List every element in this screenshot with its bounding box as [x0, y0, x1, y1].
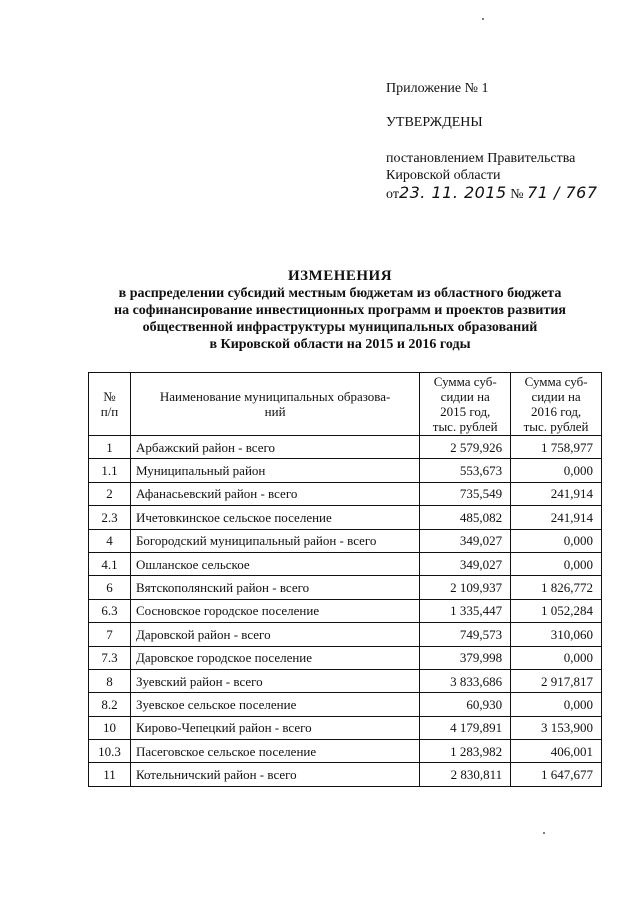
title-line-4: в Кировской области на 2015 и 2016 годы: [209, 337, 471, 352]
cell-number: 4.1: [89, 552, 131, 575]
subsidy-table: [88, 372, 602, 787]
decree-date-line: [386, 184, 598, 203]
cell-name: Афанасьевский район - всего: [130, 482, 419, 505]
cell-2016: 2 917,817: [511, 669, 602, 692]
cell-name: Котельничский район - всего: [130, 763, 419, 786]
table-row: [89, 763, 602, 786]
title-heading: ИЗМЕНЕНИЯ: [287, 268, 393, 284]
cell-name: Кирово-Чепецкий район - всего: [130, 716, 419, 739]
cell-name: Сосновское городское поселение: [130, 599, 419, 622]
cell-name: Зуевский район - всего: [130, 669, 419, 692]
cell-2015: 4 179,891: [420, 716, 511, 739]
title-line-1: в распределении субсидий местным бюджетам из областного бюджета: [118, 286, 562, 301]
table-row: [89, 646, 602, 669]
cell-2015: 3 833,686: [420, 669, 511, 692]
cell-number: 8: [89, 669, 131, 692]
cell-2015: 2 830,811: [420, 763, 511, 786]
document-title: [80, 268, 600, 353]
cell-2015: 379,998: [420, 646, 511, 669]
cell-2015: 485,082: [420, 506, 511, 529]
handwritten-number: 71 / 767: [527, 183, 598, 202]
cell-2015: 2 109,937: [420, 576, 511, 599]
cell-number: 2: [89, 482, 131, 505]
cell-number: 11: [89, 763, 131, 786]
cell-number: 2.3: [89, 506, 131, 529]
cell-2016: 0,000: [511, 552, 602, 575]
col-header-name: Наименование муниципальных образова- ний: [130, 373, 419, 436]
handwritten-date: 23. 11. 2015: [398, 183, 507, 202]
table-row: [89, 693, 602, 716]
cell-number: 10.3: [89, 740, 131, 763]
cell-number: 6: [89, 576, 131, 599]
number-prefix: №: [510, 187, 524, 202]
table-row: [89, 716, 602, 739]
decree-line-1: постановлением Правительства: [386, 151, 576, 166]
cell-2015: 749,573: [420, 623, 511, 646]
cell-number: 4: [89, 529, 131, 552]
cell-2015: 349,027: [420, 552, 511, 575]
cell-2015: 1 283,982: [420, 740, 511, 763]
cell-number: 6.3: [89, 599, 131, 622]
cell-number: 1: [89, 436, 131, 459]
cell-2015: 1 335,447: [420, 599, 511, 622]
table-row: [89, 436, 602, 459]
date-prefix: от: [386, 187, 399, 202]
title-line-2: на софинансирование инвестиционных программ и проектов развития: [114, 303, 566, 318]
approved-label: УТВЕРЖДЕНЫ: [386, 115, 483, 130]
decree-block: [386, 150, 575, 184]
cell-name: Вятскополянский район - всего: [130, 576, 419, 599]
cell-2015: 349,027: [420, 529, 511, 552]
cell-2016: 241,914: [511, 482, 602, 505]
table-row: [89, 669, 602, 692]
cell-2016: 0,000: [511, 646, 602, 669]
cell-number: 7.3: [89, 646, 131, 669]
col-header-number: № п/п: [89, 373, 131, 436]
cell-name: Муниципальный район: [130, 459, 419, 482]
table-row: [89, 740, 602, 763]
table-header-row: [89, 373, 602, 436]
cell-name: Даровской район - всего: [130, 623, 419, 646]
cell-2016: 310,060: [511, 623, 602, 646]
cell-2016: 406,001: [511, 740, 602, 763]
decree-line-2: Кировской области: [386, 168, 501, 183]
table-row: [89, 482, 602, 505]
title-line-3: общественной инфраструктуры муниципальных образований: [142, 320, 538, 335]
table-row: [89, 623, 602, 646]
cell-2016: 1 758,977: [511, 436, 602, 459]
cell-name: Ошланское сельское: [130, 552, 419, 575]
cell-number: 1.1: [89, 459, 131, 482]
cell-number: 8.2: [89, 693, 131, 716]
cell-name: Пасеговское сельское поселение: [130, 740, 419, 763]
cell-name: Зуевское сельское поселение: [130, 693, 419, 716]
cell-2015: 735,549: [420, 482, 511, 505]
cell-2016: 0,000: [511, 459, 602, 482]
cell-number: 7: [89, 623, 131, 646]
appendix-label: Приложение № 1: [386, 81, 489, 96]
cell-number: 10: [89, 716, 131, 739]
cell-2015: 60,930: [420, 693, 511, 716]
cell-name: Даровское городское поселение: [130, 646, 419, 669]
table-row: [89, 599, 602, 622]
cell-2015: 553,673: [420, 459, 511, 482]
speck-mark: [482, 18, 484, 20]
cell-2016: 0,000: [511, 693, 602, 716]
table-row: [89, 529, 602, 552]
table-row: [89, 459, 602, 482]
cell-2016: 1 052,284: [511, 599, 602, 622]
table-row: [89, 552, 602, 575]
cell-name: Богородский муниципальный район - всего: [130, 529, 419, 552]
table-row: [89, 506, 602, 529]
cell-2016: 241,914: [511, 506, 602, 529]
cell-name: Арбажский район - всего: [130, 436, 419, 459]
col-header-2015: Сумма суб- сидии на 2015 год, тыс. рублей: [420, 373, 511, 436]
cell-2016: 1 826,772: [511, 576, 602, 599]
speck-mark: [543, 832, 545, 834]
cell-name: Ичетовкинское сельское поселение: [130, 506, 419, 529]
cell-2016: 3 153,900: [511, 716, 602, 739]
col-header-2016: Сумма суб- сидии на 2016 год, тыс. рублей: [511, 373, 602, 436]
cell-2015: 2 579,926: [420, 436, 511, 459]
cell-2016: 0,000: [511, 529, 602, 552]
table-row: [89, 576, 602, 599]
cell-2016: 1 647,677: [511, 763, 602, 786]
